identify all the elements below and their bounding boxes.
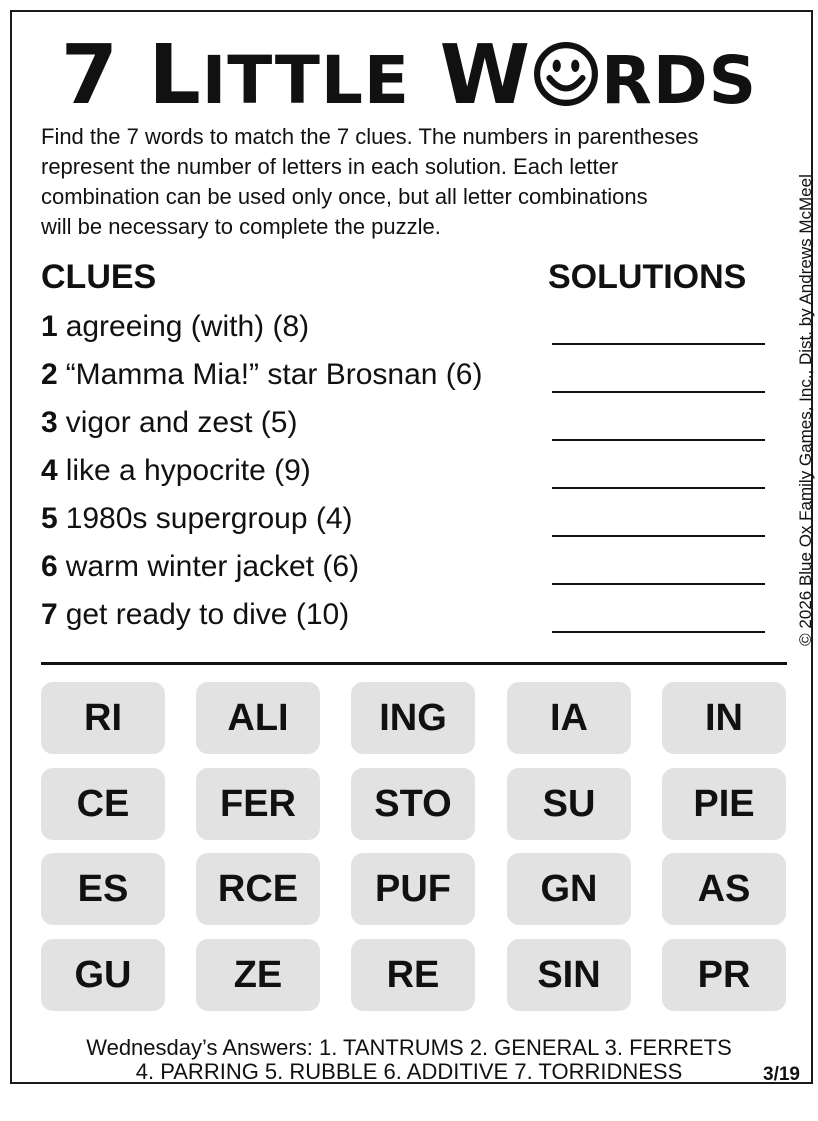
solutions-heading: SOLUTIONS — [548, 258, 747, 296]
divider — [41, 662, 787, 665]
clues-heading: CLUES — [41, 258, 157, 296]
solution-blank-6[interactable] — [552, 583, 765, 585]
clue-number: 3 — [41, 406, 58, 439]
instructions-line: represent the number of letters in each solution. Each letter — [41, 154, 619, 179]
instructions-line: will be necessary to complete the puzzle. — [41, 214, 441, 239]
previous-answers-line-2: 4. PARRING 5. RUBBLE 6. ADDITIVE 7. TORRIDNESS — [135, 1059, 683, 1084]
letter-tile[interactable]: STO — [351, 768, 475, 840]
clue-5 — [41, 502, 353, 536]
clue-text: get ready to dive (10) — [65, 598, 350, 631]
instructions — [41, 122, 796, 242]
solution-blank-5[interactable] — [552, 535, 765, 537]
letter-tile[interactable]: IN — [662, 682, 786, 754]
clue-text: vigor and zest (5) — [65, 406, 298, 439]
clue-number: 2 — [41, 358, 58, 391]
letter-tile[interactable]: FER — [196, 768, 320, 840]
title-letter-l: L — [148, 28, 202, 123]
solution-blank-4[interactable] — [552, 487, 765, 489]
letter-tile[interactable]: PR — [662, 939, 786, 1011]
clue-number: 7 — [41, 598, 58, 631]
letter-tile[interactable]: GN — [507, 853, 631, 925]
instructions-line: combination can be used only once, but all letter combinations — [41, 184, 648, 209]
letter-tile[interactable]: RI — [41, 682, 165, 754]
title-word-rds: RDS — [601, 42, 758, 119]
letter-tile[interactable]: GU — [41, 939, 165, 1011]
letter-tile[interactable]: AS — [662, 853, 786, 925]
title-word-ittle: ITTLE — [201, 42, 410, 119]
letter-tile[interactable]: RE — [351, 939, 475, 1011]
letter-tile[interactable]: ING — [351, 682, 475, 754]
clue-number: 5 — [41, 502, 58, 535]
clue-6 — [41, 550, 359, 584]
letter-tile[interactable]: PIE — [662, 768, 786, 840]
clue-number: 1 — [41, 310, 58, 343]
letter-tile[interactable]: ALI — [196, 682, 320, 754]
letter-tile[interactable]: CE — [41, 768, 165, 840]
solution-blank-2[interactable] — [552, 391, 765, 393]
clue-3 — [41, 406, 297, 440]
letter-tile[interactable]: SIN — [507, 939, 631, 1011]
puzzle-title — [0, 28, 818, 123]
clue-text: agreeing (with) (8) — [65, 310, 310, 343]
clue-text: like a hypocrite (9) — [65, 454, 311, 487]
letter-tile[interactable]: IA — [507, 682, 631, 754]
solution-blank-3[interactable] — [552, 439, 765, 441]
letter-tile[interactable]: SU — [507, 768, 631, 840]
solution-blank-7[interactable] — [552, 631, 765, 633]
clue-number: 6 — [41, 550, 58, 583]
previous-answers-line-1: Wednesday’s Answers: 1. TANTRUMS 2. GENERAL 3. FERRETS — [86, 1035, 732, 1060]
letter-tile[interactable]: RCE — [196, 853, 320, 925]
clue-text: “Mamma Mia!” star Brosnan (6) — [65, 358, 483, 391]
clue-7 — [41, 598, 349, 632]
letter-tile[interactable]: PUF — [351, 853, 475, 925]
clue-text: warm winter jacket (6) — [65, 550, 360, 583]
clue-4 — [41, 454, 311, 488]
clue-number: 4 — [41, 454, 58, 487]
instructions-line: Find the 7 words to match the 7 clues. The numbers in parentheses — [41, 124, 699, 149]
clue-text: 1980s supergroup (4) — [65, 502, 353, 535]
puzzle-date: 3/19 — [763, 1064, 800, 1085]
clue-2 — [41, 358, 482, 392]
clue-1 — [41, 310, 309, 344]
title-number: 7 — [60, 28, 119, 123]
letter-tile[interactable]: ES — [41, 853, 165, 925]
title-letter-w: W — [439, 28, 532, 123]
letter-tile[interactable]: ZE — [196, 939, 320, 1011]
smiley-face-icon — [533, 41, 599, 107]
solution-blank-1[interactable] — [552, 343, 765, 345]
copyright-notice: © 2026 Blue Ox Family Games, Inc., Dist. by Andrews McMeel — [796, 174, 815, 646]
